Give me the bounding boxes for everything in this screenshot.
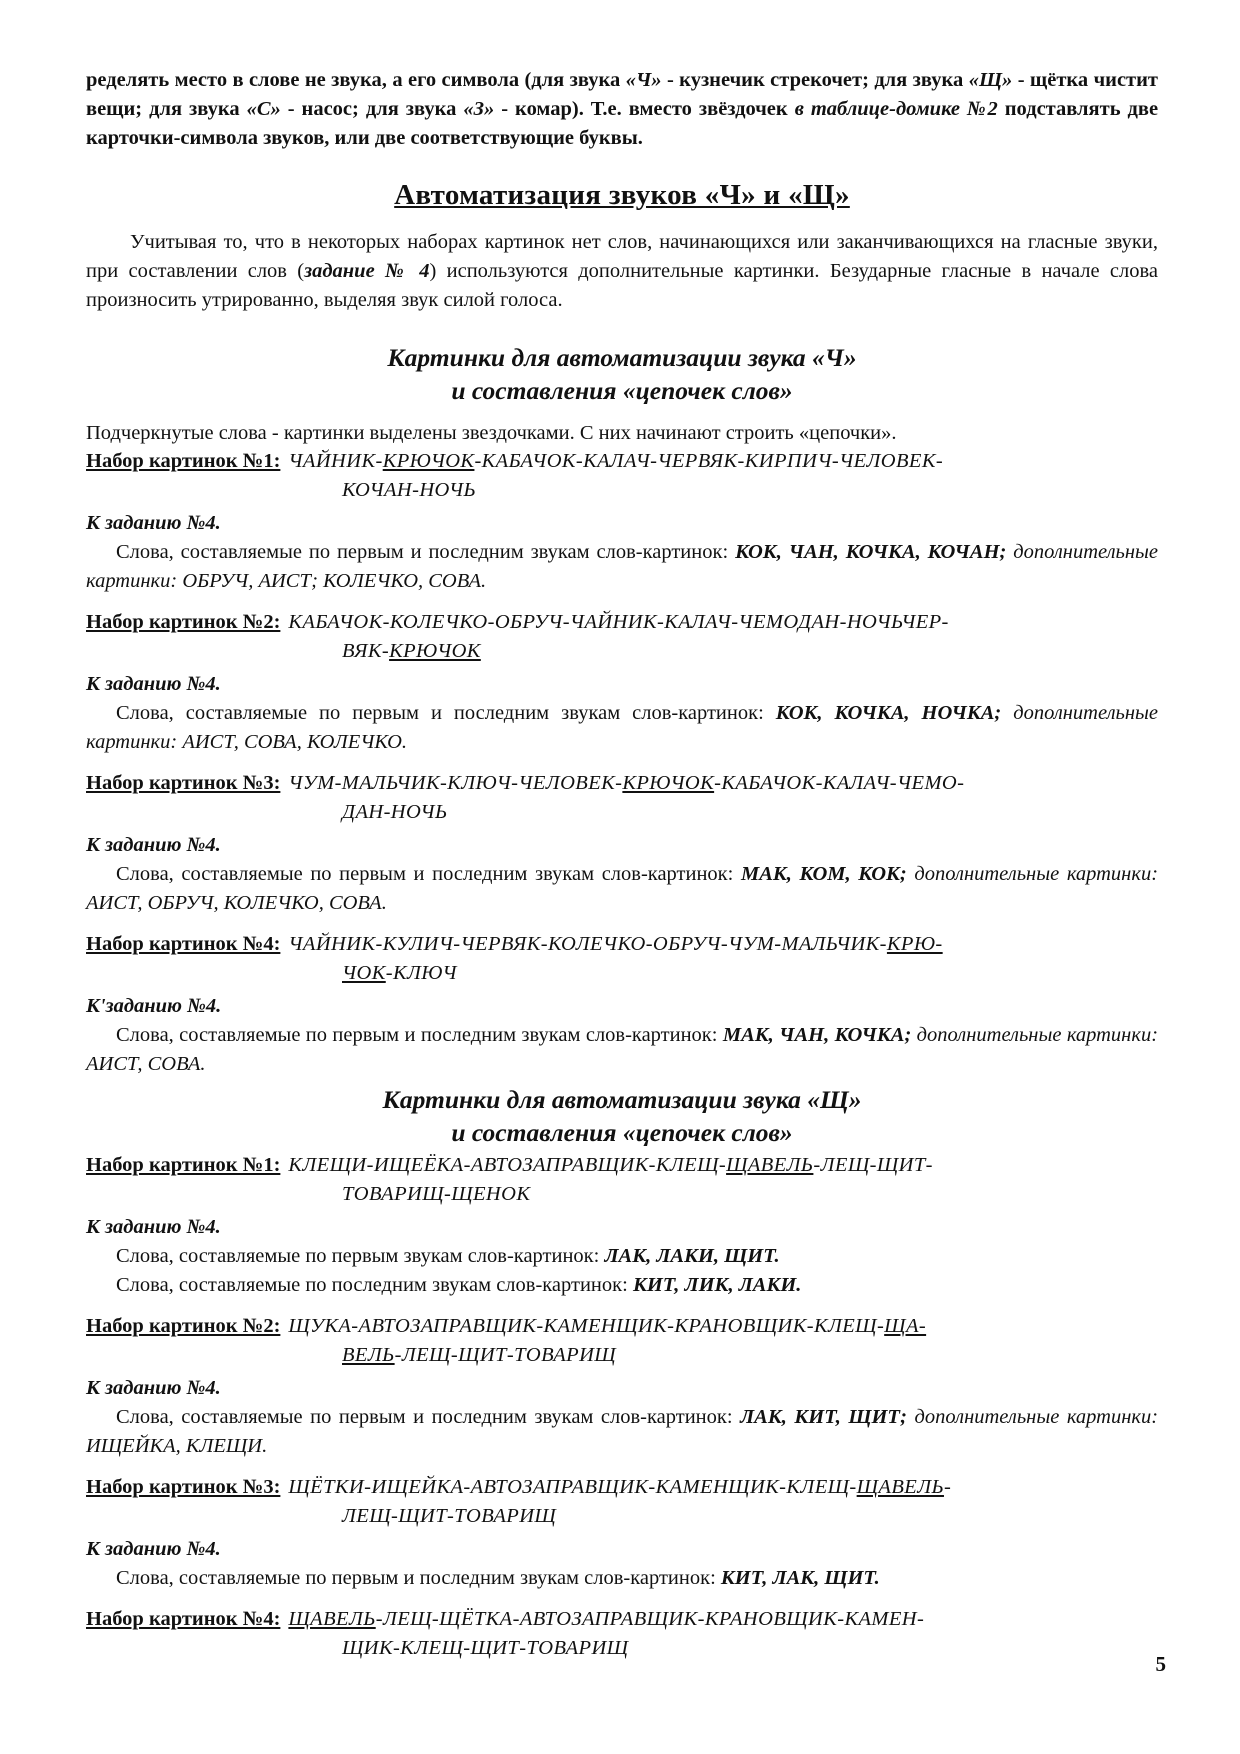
task-words: Слова, составляемые по первым и последним звукам слов-картинок: ЛАК, КИТ, ЩИТ; дополнительные картинки: ИЩЕЙКА, КЛЕЩИ. — [86, 1406, 1159, 1457]
word-chain: ЧАЙНИК-КУЛИЧ-ЧЕРВЯК-КОЛЕЧКО-ОБРУЧ-ЧУМ-МАЛЬЧИК-КРЮ- — [288, 933, 943, 955]
set-label: Набор картинок №1: — [86, 450, 281, 472]
page-number: 5 — [1155, 1652, 1166, 1676]
word-chain: КАБАЧОК-КОЛЕЧКО-ОБРУЧ-ЧАЙНИК-КАЛАЧ-ЧЕМОДАН-НОЧЬЧЕР- — [288, 611, 949, 633]
set-label: Набор картинок №4: — [86, 933, 281, 955]
task-words: Слова, составляемые по первым и последним звукам слов-картинок: КОК, ЧАН, КОЧКА, КОЧАН; дополнительные картинки: ОБРУЧ, АИСТ; КОЛЕЧКО, СОВА. — [86, 541, 1159, 592]
task-label: К заданию №4. — [86, 834, 221, 856]
word-chain: ЧУМ-МАЛЬЧИК-КЛЮЧ-ЧЕЛОВЕК-КРЮЧОК-КАБАЧОК-КАЛАЧ-ЧЕМО- — [288, 772, 965, 794]
task-words: Слова, составляемые по первым звукам слов-картинок: ЛАК, ЛАКИ, ЩИТ. — [116, 1245, 780, 1267]
word-chain-continued: ТОВАРИЩ-ЩЕНОК — [342, 1183, 531, 1205]
task-words: Слова, составляемые по первым и последним звукам слов-картинок: МАК, КОМ, КОК; дополнительные картинки: АИСТ, ОБРУЧ, КОЛЕЧКО, СОВА. — [86, 863, 1159, 914]
general-paragraph: Учитывая то, что в некоторых наборах картинок нет слов, начинающихся или заканчивающихся на гласные звуки, при составлении слов (задание № 4) используются дополнительные картинки. Безударные гласные в начале слова произносить утрированно, выделяя звук силой голоса. — [86, 231, 1159, 311]
task-words: Слова, составляемые по первым и последним звукам слов-картинок: МАК, ЧАН, КОЧКА; дополнительные картинки: АИСТ, СОВА. — [86, 1024, 1159, 1075]
word-chain: ЧАЙНИК-КРЮЧОК-КАБАЧОК-КАЛАЧ-ЧЕРВЯК-КИРПИЧ-ЧЕЛОВЕК- — [288, 450, 944, 472]
sh-set-4 — [86, 1605, 1158, 1663]
sh-set-3 — [86, 1473, 1158, 1593]
set-label: Набор картинок №4: — [86, 1608, 281, 1630]
set-label: Набор картинок №3: — [86, 1476, 281, 1498]
set-label: Набор картинок №1: — [86, 1154, 281, 1176]
word-chain-continued: ВЕЛЬ-ЛЕЩ-ЩИТ-ТОВАРИЩ — [342, 1344, 617, 1366]
task-label: К заданию №4. — [86, 1216, 221, 1238]
sh-section-title: Картинки для автоматизации звука «Щ» и составления «цепочек слов» — [382, 1085, 862, 1147]
ch-set-4 — [86, 930, 1158, 1079]
ch-set-3 — [86, 769, 1158, 918]
task-label: К заданию №4. — [86, 1538, 221, 1560]
word-chain: КЛЕЩИ-ИЩЕЁКА-АВТОЗАПРАВЩИК-КЛЕЩ-ЩАВЕЛЬ-ЛЕЩ-ЩИТ- — [288, 1154, 933, 1176]
ch-note: Подчеркнутые слова - картинки выделены звездочками. С них начинают строить «цепочки». — [86, 422, 897, 444]
ch-set-2 — [86, 608, 1158, 757]
word-chain: ЩУКА-АВТОЗАПРАВЩИК-КАМЕНЩИК-КРАНОВЩИК-КЛЕЩ-ЩА- — [288, 1315, 927, 1337]
document-page — [86, 66, 1158, 1663]
set-label: Набор картинок №2: — [86, 611, 281, 633]
sh-set-2 — [86, 1312, 1158, 1461]
set-label: Набор картинок №2: — [86, 1315, 281, 1337]
word-chain: ЩАВЕЛЬ-ЛЕЩ-ЩЁТКА-АВТОЗАПРАВЩИК-КРАНОВЩИК-КАМЕН- — [288, 1608, 925, 1630]
task-label: К заданию №4. — [86, 673, 221, 695]
word-chain-continued: ЧОК-КЛЮЧ — [342, 962, 457, 984]
main-title: Автоматизация звуков «Ч» и «Щ» — [394, 179, 850, 211]
task-words: Слова, составляемые по последним звукам слов-картинок: КИТ, ЛИК, ЛАКИ. — [116, 1274, 802, 1296]
word-chain-continued: ЛЕЩ-ЩИТ-ТОВАРИЩ — [342, 1505, 557, 1527]
ch-section-title: Картинки для автоматизации звука «Ч» и составления «цепочек слов» — [387, 343, 857, 405]
task-label: К'заданию №4. — [86, 995, 222, 1017]
task-words: Слова, составляемые по первым и последним звукам слов-картинок: КОК, КОЧКА, НОЧКА; дополнительные картинки: АИСТ, СОВА, КОЛЕЧКО. — [86, 702, 1158, 753]
word-chain-continued: ЩИК-КЛЕЩ-ЩИТ-ТОВАРИЩ — [342, 1637, 629, 1659]
word-chain: ЩЁТКИ-ИЩЕЙКА-АВТОЗАПРАВЩИК-КАМЕНЩИК-КЛЕЩ-ЩАВЕЛЬ- — [288, 1476, 952, 1498]
task-label: К заданию №4. — [86, 512, 221, 534]
task-label: К заданию №4. — [86, 1377, 221, 1399]
word-chain-continued: ДАН-НОЧЬ — [342, 801, 448, 823]
set-label: Набор картинок №3: — [86, 772, 281, 794]
intro-paragraph: ределять место в слове не звука, а его символа (для звука «Ч» - кузнечик стрекочет; для звука «Щ» - щётка чистит вещи; для звука «С» - насос; для звука «З» - комар). Т.е. вместо звёздочек в таблице-домике №2 подставлять две карточки-символа звуков, или две соответствующие буквы. — [86, 69, 1159, 149]
sh-set-1 — [86, 1151, 1158, 1300]
ch-set-1 — [86, 447, 1158, 596]
task-words: Слова, составляемые по первым и последним звукам слов-картинок: КИТ, ЛАК, ЩИТ. — [116, 1567, 880, 1589]
word-chain-continued: ВЯК-КРЮЧОК — [342, 640, 481, 662]
word-chain-continued: КОЧАН-НОЧЬ — [342, 479, 476, 501]
